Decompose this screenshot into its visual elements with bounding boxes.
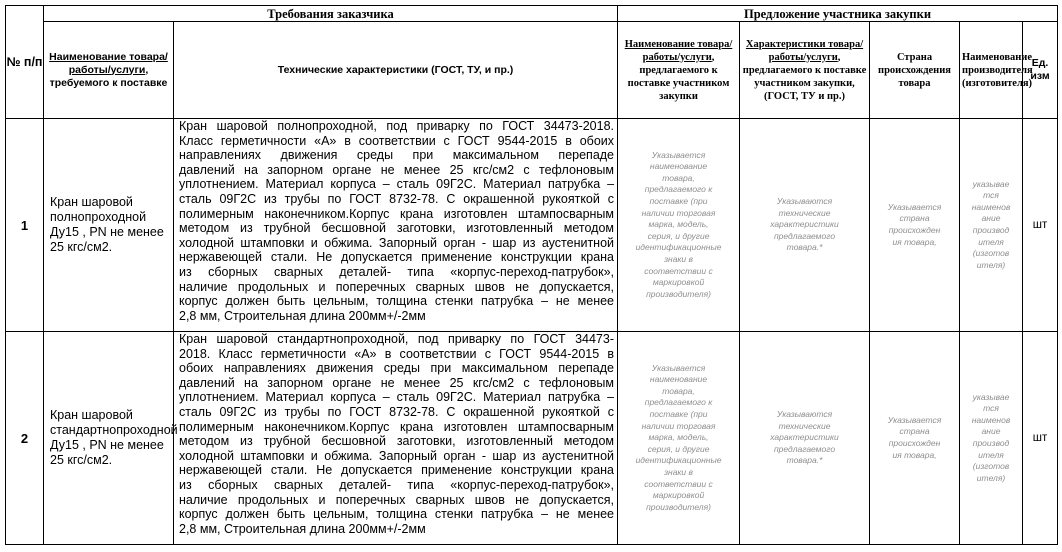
row-offer-name-hint — [618, 332, 740, 545]
text-line: ителя) — [976, 259, 1006, 270]
text-line: предлагаемого — [773, 443, 836, 454]
row-manufacturer-hint — [960, 119, 1023, 332]
text-line: Указывается — [887, 201, 942, 212]
text-line: производителя) — [646, 501, 711, 512]
text-line: страна — [899, 213, 930, 224]
header-offer-specs: Характеристики товара/работы/услуги, предлагаемого к поставке участником закупки, (ГОСТ, ТУ и пр.) — [740, 22, 870, 119]
text-line: наименов — [971, 201, 1011, 212]
text-line: Кран шаровой полнопроходной, под приварку по ГОСТ 34473-2018. — [179, 119, 615, 133]
row-offer-name-hint — [618, 119, 740, 332]
text-line: ание — [981, 213, 1001, 224]
row-item-name: Кран шаровой стандартнопроходной Ду15 , PN не менее 25 кгс/см2. — [44, 332, 174, 545]
header-required-name: Наименование товара/работы/услуги, требуемого к поставке — [44, 22, 174, 119]
row-manufacturer-hint — [960, 332, 1023, 545]
text-line: ителя) — [976, 472, 1006, 483]
text-line: нержавеющей стали. Не допускается применение конструкции крана — [179, 463, 615, 478]
row-unit: шт — [1023, 332, 1058, 545]
text-line: наличие продольных и поперечных сварных швов не допускается, — [179, 492, 615, 507]
header-customer-requirements: Требования заказчика — [44, 6, 618, 22]
row-country-hint — [870, 119, 960, 332]
table-row — [6, 332, 1058, 545]
text-line: методом из трубной бесшовной заготовки, изготовленный методом — [179, 434, 615, 449]
text-line: происхожден — [888, 438, 941, 448]
text-line: технические — [778, 420, 831, 431]
header-manufacturer: Наименование производителя (изготовителя) — [960, 22, 1023, 119]
text-line: холодной штамповки и обжима. Запорный орган - шар из аустенитной — [179, 235, 615, 250]
text-line: Указываются — [776, 196, 833, 207]
text-line: производ — [972, 225, 1010, 235]
text-line: (изготов — [972, 461, 1010, 472]
text-line: уплотнением. Материал корпуса – сталь 09Г2С. Материал патрубка – — [179, 177, 615, 192]
procurement-table — [5, 5, 1058, 545]
text-line: сталь 09Г2С из трубы по ГОСТ 8732-78. С окрашенной рукояткой с — [179, 191, 615, 206]
text-line: ия товара, — [892, 449, 937, 460]
row-unit: шт — [1023, 119, 1058, 332]
text-line: полимерным наконечником.Корпус крана изготовлен штампосварным — [179, 206, 615, 221]
text-line: знаки в — [664, 253, 693, 264]
text-line: производителя) — [646, 288, 711, 299]
row-item-name: Кран шаровой полнопроходной Ду15 , PN не менее 25 кгс/см2. — [44, 119, 174, 332]
table-row — [6, 119, 1058, 332]
text-line: Указывается — [651, 362, 706, 373]
text-line: наименов — [971, 414, 1011, 425]
text-line: нержавеющей стали. Не допускается применение конструкции крана — [179, 250, 615, 265]
row-country-hint — [870, 332, 960, 545]
header-country: Страна происхождения товара — [870, 22, 960, 119]
row-number: 2 — [6, 332, 44, 545]
text-line: производ — [972, 438, 1010, 448]
text-line: предлагаемого к — [644, 397, 713, 408]
text-line: указывае — [972, 178, 1010, 189]
row-offer-specs-hint — [740, 119, 870, 332]
text-line: товара.* — [786, 455, 823, 466]
text-line: ителя — [978, 236, 1004, 247]
text-line: предлагаемого к — [644, 184, 713, 195]
row-offer-specs-hint — [740, 332, 870, 545]
text-line: страна — [899, 426, 930, 437]
text-line: товара, — [662, 172, 695, 183]
text-line: знаки в — [664, 466, 693, 477]
text-line: предлагаемого — [773, 230, 836, 241]
text-line: из сборных сварных деталей- типа «корпус-переход-патрубок», — [179, 477, 615, 492]
text-line: тся — [983, 190, 999, 201]
text-line: наименование — [649, 374, 708, 385]
text-line: наличии торговая — [641, 207, 716, 218]
text-line: методом из трубной бесшовной заготовки, изготовленный методом — [179, 221, 615, 236]
text-line: 2,8 мм, Строительная длина 200мм+/-2мм — [179, 308, 426, 323]
text-line: товара, — [662, 385, 695, 396]
text-line: 2018. Класс герметичности «А» в соответствии с ГОСТ 9544-2015 в — [179, 346, 615, 361]
text-line: холодной штамповки и обжима. Запорный орган - шар из аустенитной — [179, 448, 615, 463]
text-line: наличии торговая — [641, 420, 716, 431]
text-line: наименование — [649, 161, 708, 172]
text-line: марка, модель, — [648, 432, 709, 443]
text-line: технические — [778, 207, 831, 218]
text-line: характеристики — [770, 432, 839, 443]
text-line: направлениях движения среды при максимальном перепаде — [179, 148, 615, 163]
text-line: ия товара, — [892, 236, 937, 247]
text-line: ание — [981, 426, 1001, 437]
text-line: давлений на запорном органе не менее 25 кгс/см2 с тефлоновым — [179, 162, 615, 177]
text-line: (изготов — [972, 248, 1010, 259]
text-line: указывае — [972, 391, 1010, 402]
header-num: № п/п — [6, 6, 44, 119]
text-line: маркировкой — [652, 277, 705, 288]
text-line: марка, модель, — [648, 219, 709, 230]
text-line: сталь 09Г2С из трубы по ГОСТ 8732-78. С окрашенной рукояткой с — [179, 404, 615, 419]
header-unit: Ед. изм — [1023, 22, 1058, 119]
text-line: идентификационные — [635, 242, 722, 253]
text-line: 2,8 мм, Строительная длина 200мм+/-2мм — [179, 521, 426, 536]
text-line: полимерным наконечником.Корпус крана изготовлен штампосварным — [179, 419, 615, 434]
text-line: Класс герметичности «А» в соответствии с ГОСТ 9544-2015 в обоих — [179, 133, 615, 148]
text-line: ителя — [978, 449, 1004, 460]
text-line: товара.* — [786, 242, 823, 253]
text-line: Указывается — [887, 414, 942, 425]
text-line: происхожден — [888, 225, 941, 235]
text-line: соответствии с — [644, 265, 713, 276]
text-line: Указывается — [651, 149, 706, 160]
row-specs — [174, 119, 618, 332]
text-line: давлений на запорном органе не менее 25 кгс/см2 с тефлоновым — [179, 375, 615, 390]
text-line: соответствии с — [644, 478, 713, 489]
text-line: наличие продольных и поперечных сварных швов не допускается, — [179, 279, 615, 294]
text-line: корпус должен быть цельным, толщина стенки патрубка – не менее — [179, 294, 615, 309]
text-line: маркировкой — [652, 490, 705, 501]
header-offer-name: Наименование товара/работы/услуги, предлагаемого к поставке участником закупки — [618, 22, 740, 119]
text-line: Кран шаровой стандартнопроходной, под приварку по ГОСТ 34473- — [179, 332, 615, 346]
row-specs — [174, 332, 618, 545]
header-specs: Технические характеристики (ГОСТ, ТУ, и пр.) — [174, 22, 618, 119]
text-line: тся — [983, 403, 999, 414]
text-line: серия, и другие — [647, 443, 710, 454]
text-line: поставке (при — [649, 196, 708, 207]
text-line: уплотнением. Материал корпуса – сталь 09Г2С. Материал патрубка – — [179, 390, 615, 405]
text-line: идентификационные — [635, 455, 722, 466]
text-line: поставке (при — [649, 409, 708, 420]
text-line: корпус должен быть цельным, толщина стенки патрубка – не менее — [179, 507, 615, 522]
text-line: из сборных сварных деталей- типа «корпус-переход-патрубок», — [179, 264, 615, 279]
text-line: обоих направлениях движения среды при максимальном перепаде — [179, 361, 615, 376]
header-participant-offer: Предложение участника закупки — [618, 6, 1058, 22]
row-number: 1 — [6, 119, 44, 332]
text-line: Указываются — [776, 409, 833, 420]
text-line: серия, и другие — [647, 230, 710, 241]
text-line: характеристики — [770, 219, 839, 230]
